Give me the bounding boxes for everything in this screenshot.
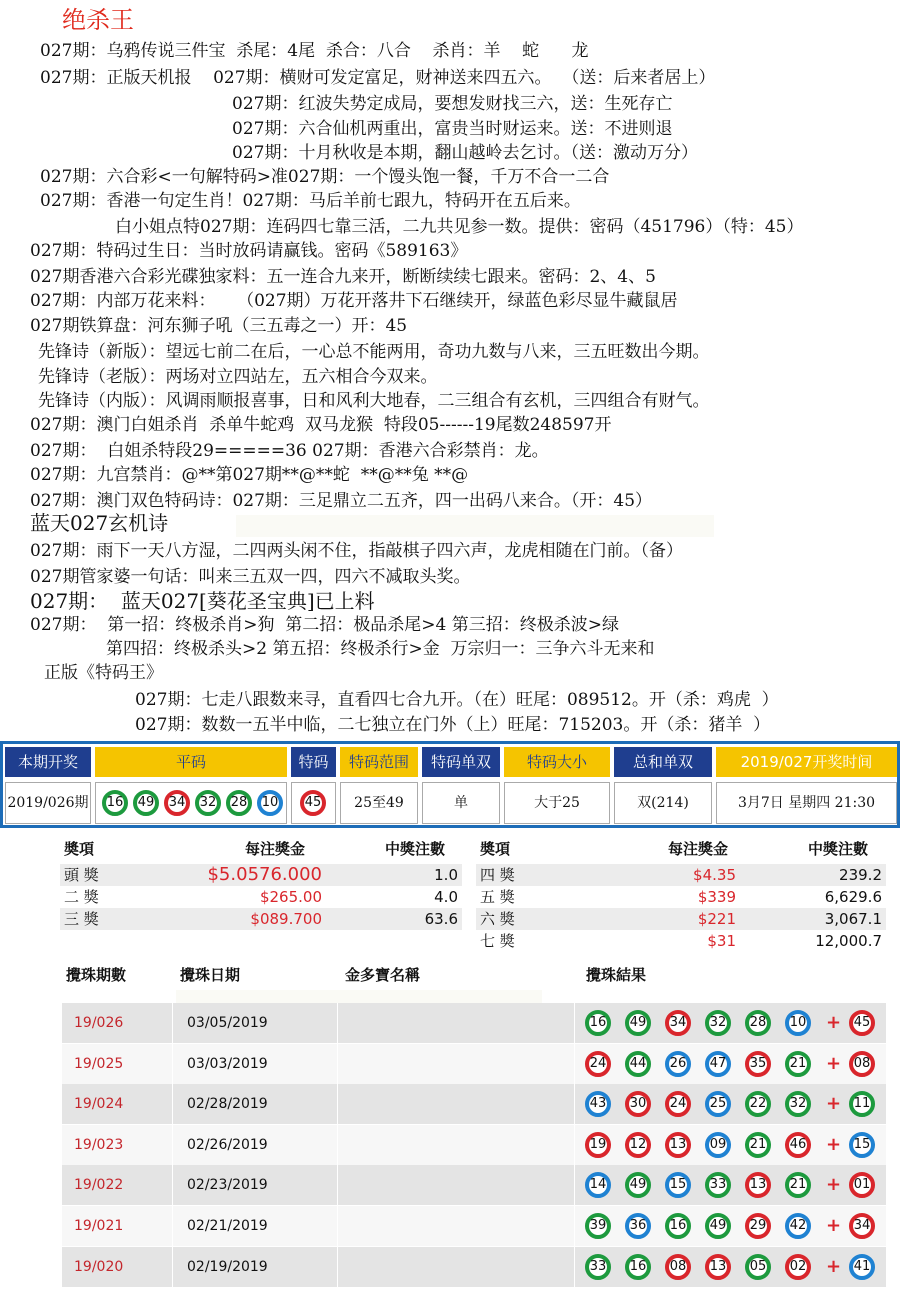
history-period: 19/023 bbox=[74, 1136, 124, 1153]
prize-count: 239.2 bbox=[839, 866, 882, 884]
prize-name: 七 獎 bbox=[480, 932, 515, 950]
header-current-draw: 本期开奖 bbox=[5, 747, 91, 777]
history-period: 19/021 bbox=[74, 1218, 124, 1234]
lottery-ball: 42 bbox=[785, 1213, 811, 1239]
lottery-ball: 34 bbox=[164, 790, 190, 816]
prize-header-name-2: 奬項 bbox=[480, 840, 511, 858]
lottery-ball: 33 bbox=[705, 1172, 731, 1198]
lottery-ball: 13 bbox=[745, 1172, 771, 1198]
history-name bbox=[337, 1206, 574, 1246]
plus-sign: + bbox=[826, 1052, 842, 1074]
history-date: 02/21/2019 bbox=[172, 1206, 337, 1246]
prize-amount: $4.35 bbox=[693, 866, 736, 884]
history-result bbox=[574, 1044, 886, 1084]
text-line: 027期：澳门白姐杀肖 杀单牛蛇鸡 双马龙猴 特段05------19尾数248597开 bbox=[30, 415, 612, 435]
lottery-ball: 19 bbox=[585, 1132, 611, 1158]
history-result bbox=[574, 1206, 886, 1246]
history-header-date: 攪珠日期 bbox=[180, 966, 241, 984]
history-period: 19/026 bbox=[74, 1015, 124, 1031]
text-line: 027期：乌鸦传说三件宝 杀尾：4尾 杀合：八合 杀肖：羊 蛇 龙 bbox=[40, 41, 589, 61]
text-line: 027期：正版天机报 027期：横财可发定富足，财神送来四五六。 （送：后来者居上） bbox=[40, 68, 716, 88]
lottery-ball: 24 bbox=[585, 1051, 611, 1077]
history-row bbox=[62, 1247, 886, 1287]
history-result bbox=[574, 1247, 886, 1287]
prize-name: 四 獎 bbox=[480, 866, 515, 884]
history-period: 19/020 bbox=[74, 1258, 124, 1275]
sum-odd-even: 双(214) bbox=[614, 782, 712, 824]
lottery-ball: 26 bbox=[665, 1051, 691, 1077]
plus-sign: + bbox=[826, 1093, 842, 1115]
prize-name: 五 獎 bbox=[480, 888, 515, 906]
header-special-odd-even: 特码单双 bbox=[422, 747, 500, 777]
lottery-ball: 29 bbox=[745, 1213, 771, 1239]
next-draw-time: 3月7日 星期四 21:30 bbox=[716, 782, 897, 824]
lottery-ball: 12 bbox=[625, 1132, 651, 1158]
history-name bbox=[337, 1247, 574, 1287]
history-name bbox=[337, 1165, 574, 1205]
prize-row bbox=[60, 886, 462, 908]
prize-header-name: 奬項 bbox=[64, 840, 95, 858]
text-line: 白小姐点特027期：连码四七靠三活，二九共见参一数。提供：密码（451796）（特：45） bbox=[115, 217, 804, 237]
lottery-ball: 14 bbox=[585, 1172, 611, 1198]
prize-row bbox=[60, 908, 462, 930]
text-line: 027期：七走八跟数来寻，直看四七合九开。（在）旺尾：089512。开（杀：鸡虎 ） bbox=[135, 690, 779, 710]
lottery-ball: 34 bbox=[849, 1213, 875, 1239]
lottery-ball: 32 bbox=[195, 790, 221, 816]
lottery-ball: 49 bbox=[133, 790, 159, 816]
text-line: 027期：九宫禁肖：@**第027期**@**蛇 **@**兔 **@ bbox=[30, 465, 469, 485]
lottery-ball: 21 bbox=[785, 1172, 811, 1198]
text-line: 027期： 蓝天027[葵花圣宝典]已上料 bbox=[30, 589, 375, 613]
plus-sign: + bbox=[826, 1012, 842, 1033]
text-line: 027期：六合彩<一句解特码>准027期：一个馒头饱一餐，千万不合一二合 bbox=[40, 167, 610, 187]
lottery-ball: 44 bbox=[625, 1051, 651, 1077]
prize-count: 12,000.7 bbox=[815, 932, 882, 950]
history-result bbox=[574, 1125, 886, 1165]
history-row bbox=[62, 1003, 886, 1043]
prize-amount: $5.0576.000 bbox=[207, 864, 322, 885]
lottery-ball: 46 bbox=[785, 1132, 811, 1158]
lottery-ball: 10 bbox=[785, 1010, 811, 1036]
lottery-ball: 08 bbox=[665, 1254, 691, 1280]
lottery-ball: 28 bbox=[745, 1010, 771, 1036]
history-period: 19/022 bbox=[74, 1177, 124, 1194]
lottery-ball: 09 bbox=[705, 1132, 731, 1158]
prize-count: 3,067.1 bbox=[824, 910, 882, 928]
prize-amount: $221 bbox=[697, 910, 736, 928]
special-range: 25至49 bbox=[340, 782, 418, 824]
special-big-small: 大于25 bbox=[504, 782, 610, 824]
lottery-ball: 49 bbox=[705, 1213, 731, 1239]
normal-balls-cell bbox=[95, 782, 287, 824]
section-title: 蓝天027玄机诗 bbox=[30, 511, 169, 535]
lottery-ball: 32 bbox=[785, 1091, 811, 1117]
history-period: 19/025 bbox=[74, 1055, 124, 1072]
prize-name: 六 獎 bbox=[480, 910, 515, 928]
prize-row bbox=[476, 908, 886, 930]
history-date: 03/03/2019 bbox=[172, 1044, 337, 1084]
history-date: 03/05/2019 bbox=[172, 1003, 337, 1043]
prize-row bbox=[60, 864, 462, 886]
prize-name: 三 獎 bbox=[64, 910, 99, 928]
text-line: 027期：雨下一天八方湿，二四两头闲不住，指敲棋子四六声，龙虎相随在门前。（备） bbox=[30, 541, 683, 561]
lottery-ball: 45 bbox=[300, 790, 326, 816]
prize-count: 1.0 bbox=[434, 866, 458, 884]
draw-results-table bbox=[0, 741, 900, 828]
plus-sign: + bbox=[826, 1174, 842, 1196]
history-name bbox=[337, 1084, 574, 1124]
lottery-ball: 24 bbox=[665, 1091, 691, 1117]
text-line: 027期：特码过生日：当时放码请赢钱。密码《589163》 bbox=[30, 241, 468, 261]
lottery-ball: 49 bbox=[625, 1172, 651, 1198]
history-result bbox=[574, 1084, 886, 1124]
history-date: 02/26/2019 bbox=[172, 1125, 337, 1165]
prize-count: 6,629.6 bbox=[824, 888, 882, 906]
history-result bbox=[574, 1003, 886, 1043]
prize-row bbox=[476, 886, 886, 908]
text-line: 027期管家婆一句话：叫来三五双一四，四六不减取头奖。 bbox=[30, 567, 471, 587]
text-line: 027期： 第一招：终极杀肖>狗 第二招：极品杀尾>4 第三招：终极杀波>绿 bbox=[30, 615, 620, 635]
lottery-ball: 08 bbox=[849, 1051, 875, 1077]
lottery-ball: 30 bbox=[625, 1091, 651, 1117]
history-date: 02/19/2019 bbox=[172, 1247, 337, 1287]
text-line: 正版《特码王》 bbox=[44, 663, 163, 683]
history-name bbox=[337, 1044, 574, 1084]
text-line: 先锋诗（老版）：两场对立四站左，五六相合今双来。 bbox=[38, 367, 438, 387]
prize-row bbox=[476, 930, 886, 952]
text-line: 027期：十月秋收是本期，翻山越岭去乞讨。（送：激动万分） bbox=[232, 143, 698, 163]
lottery-ball: 13 bbox=[705, 1254, 731, 1280]
text-line: 第四招：终极杀头>2 第五招：终极杀行>金 万宗归一：三争六斗无来和 bbox=[106, 639, 655, 659]
text-line: 027期：香港一句定生肖！027期：马后羊前七跟九，特码开在五后来。 bbox=[40, 191, 581, 211]
prize-header-count-2: 中獎注數 bbox=[808, 840, 869, 858]
lottery-ball: 16 bbox=[102, 790, 128, 816]
lottery-ball: 15 bbox=[849, 1132, 875, 1158]
prize-count: 63.6 bbox=[424, 910, 458, 928]
header-sum-odd-even: 总和单双 bbox=[614, 747, 712, 777]
text-line: 027期香港六合彩光碟独家料：五一连合九来开，断断续续七跟来。密码：2、4、5 bbox=[30, 267, 656, 287]
lottery-ball: 16 bbox=[625, 1254, 651, 1280]
lottery-ball: 39 bbox=[585, 1213, 611, 1239]
lottery-ball: 15 bbox=[665, 1172, 691, 1198]
prize-count: 4.0 bbox=[434, 888, 458, 906]
history-result bbox=[574, 1165, 886, 1205]
lottery-ball: 11 bbox=[849, 1091, 875, 1117]
prize-amount: $089.700 bbox=[250, 910, 322, 928]
special-odd-even: 单 bbox=[422, 782, 500, 824]
plus-sign: + bbox=[826, 1133, 842, 1155]
header-special-number: 特码 bbox=[291, 747, 336, 777]
lottery-ball: 45 bbox=[849, 1010, 875, 1036]
lottery-ball: 28 bbox=[226, 790, 252, 816]
header-next-draw-time: 2019/027开奖时间 bbox=[716, 747, 897, 777]
blank-box bbox=[236, 515, 714, 537]
prize-header-amount: 每注獎金 bbox=[245, 840, 306, 858]
prize-header-amount-2: 每注獎金 bbox=[668, 840, 729, 858]
text-line: 先锋诗（新版）：望远七前二在后，一心总不能两用，奇功九数与八来，三五旺数出今期。 bbox=[38, 342, 710, 362]
history-header-name: 金多寶名稱 bbox=[345, 966, 421, 984]
lottery-ball: 22 bbox=[745, 1091, 771, 1117]
lottery-ball: 01 bbox=[849, 1172, 875, 1198]
text-line: 027期：数数一五半中临，二七独立在门外（上）旺尾：715203。开（杀：猪羊 ） bbox=[135, 715, 771, 735]
text-line: 先锋诗（内版）：风调雨顺报喜事，日和风利大地春，二三组合有玄机，三四组合有财气。 bbox=[38, 391, 710, 411]
text-line: 027期：澳门双色特码诗：027期：三足鼎立二五齐，四一出码八来合。（开：45） bbox=[30, 491, 653, 511]
lottery-ball: 49 bbox=[625, 1010, 651, 1036]
lottery-ball: 10 bbox=[257, 790, 283, 816]
lottery-ball: 35 bbox=[745, 1051, 771, 1077]
prize-header-count: 中獎注數 bbox=[385, 840, 446, 858]
history-row bbox=[62, 1084, 886, 1124]
lottery-ball: 16 bbox=[665, 1213, 691, 1239]
lottery-ball: 02 bbox=[785, 1254, 811, 1280]
history-date: 02/28/2019 bbox=[172, 1084, 337, 1124]
lottery-ball: 34 bbox=[665, 1010, 691, 1036]
header-normal-numbers: 平码 bbox=[95, 747, 287, 777]
draw-period: 2019/026期 bbox=[5, 782, 91, 824]
text-line: 027期：内部万花来料： （027期）万花开落井下石继续开，绿蓝色彩尽显牛藏鼠居 bbox=[30, 291, 678, 311]
lottery-ball: 13 bbox=[665, 1132, 691, 1158]
page-title: 绝杀王 bbox=[62, 6, 134, 34]
history-row bbox=[62, 1165, 886, 1205]
prize-amount: $339 bbox=[697, 888, 736, 906]
lottery-ball: 21 bbox=[785, 1051, 811, 1077]
lottery-ball: 33 bbox=[585, 1254, 611, 1280]
special-ball-cell bbox=[291, 782, 336, 824]
lottery-ball: 16 bbox=[585, 1010, 611, 1036]
history-row bbox=[62, 1125, 886, 1165]
header-special-big-small: 特码大小 bbox=[504, 747, 610, 777]
prize-row bbox=[476, 864, 886, 886]
lottery-ball: 43 bbox=[585, 1091, 611, 1117]
history-name bbox=[337, 1003, 574, 1043]
plus-sign: + bbox=[826, 1255, 842, 1277]
history-row bbox=[62, 1206, 886, 1246]
header-special-range: 特码范围 bbox=[340, 747, 418, 777]
history-header-period: 攪珠期數 bbox=[66, 966, 127, 984]
prize-name: 頭 獎 bbox=[64, 866, 99, 884]
text-line: 027期铁算盘：河东狮子吼（三五毒之一）开：45 bbox=[30, 316, 408, 336]
lottery-ball: 21 bbox=[745, 1132, 771, 1158]
lottery-ball: 47 bbox=[705, 1051, 731, 1077]
history-row bbox=[62, 1044, 886, 1084]
prize-name: 二 獎 bbox=[64, 888, 99, 906]
text-line: 027期：六合仙机两重出，富贵当时财运来。送：不进则退 bbox=[232, 119, 673, 139]
text-line: 027期：红波失势定成局，要想发财找三六，送：生死存亡 bbox=[232, 94, 673, 114]
text-line: 027期： 白姐杀特段29=====36 027期：香港六合彩禁肖：龙。 bbox=[30, 441, 549, 461]
history-name bbox=[337, 1125, 574, 1165]
lottery-ball: 41 bbox=[849, 1254, 875, 1280]
history-date: 02/23/2019 bbox=[172, 1165, 337, 1205]
lottery-ball: 05 bbox=[745, 1254, 771, 1280]
plus-sign: + bbox=[826, 1215, 842, 1236]
lottery-ball: 32 bbox=[705, 1010, 731, 1036]
lottery-ball: 36 bbox=[625, 1213, 651, 1239]
history-period: 19/024 bbox=[74, 1096, 124, 1113]
prize-amount: $265.00 bbox=[259, 888, 322, 906]
history-header-result: 攪珠結果 bbox=[586, 966, 647, 984]
lottery-ball: 25 bbox=[705, 1091, 731, 1117]
prize-amount: $31 bbox=[707, 932, 736, 950]
